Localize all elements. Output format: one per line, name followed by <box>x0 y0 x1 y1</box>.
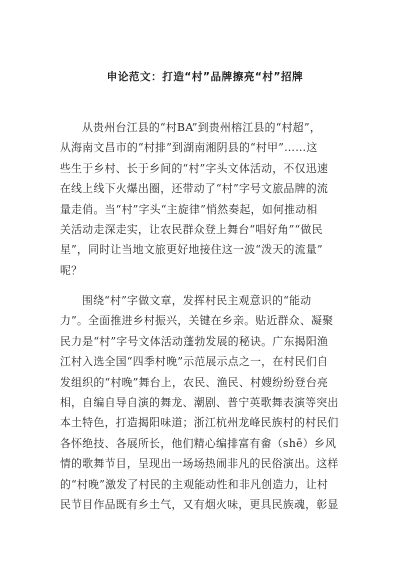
paragraph-line: 围绕“村”字做文章，发挥村民主观意识的“能动 <box>82 294 312 307</box>
paragraph-line: 民力是“村”字号文体活动蓬勃发展的秘诀。广东揭阳渔 <box>60 334 329 348</box>
paragraph-line: 关活动走深走实，让农民群众登上舞台“唱好角”“做民 <box>60 222 323 236</box>
paragraph-line: 情的歌舞节目，呈现出一场场热闹非凡的民俗演出。这样 <box>60 457 339 471</box>
paragraph-line: 各怀绝技、各展所长，他们精心编排富有畲（shē）乡风 <box>60 436 337 450</box>
paragraph-line: 量走俏。当“村”字头“主旋律”悄然奏起，如何推动相 <box>60 202 318 216</box>
paragraph-line: 相，自编自导自演的舞龙、潮剧、普宁英歌舞表演等突出 <box>60 395 339 409</box>
paragraph-line: 呢？ <box>60 263 83 277</box>
paragraph-line: 些生于乡村、长于乡间的“村”字头文体活动，不仅迅速 <box>60 161 329 175</box>
paragraph-1 <box>60 118 360 281</box>
paragraph-line: 力”。全面推进乡村振兴，关键在乡亲。贴近群众、凝聚 <box>60 314 334 328</box>
paragraph-line: 本土特色，打造揭阳味道；浙江杭州龙峰民族村的村民们 <box>60 416 339 430</box>
paragraph-line: 在线上线下火爆出圈，还带动了“村”字号文旅品牌的流 <box>60 182 329 196</box>
paragraph-line: 星”，同时让当地文旅更好地接住这一波“泼天的流量” <box>60 243 323 257</box>
paragraph-line: 民节目作品既有乡土气，又有烟火味，更具民族魂，彰显 <box>60 497 339 511</box>
paragraph-line: 从海南文昌市的“村排”到湖南湘阴县的“村甲”……这 <box>60 141 318 155</box>
paragraph-line: 江村入选全国“四季村晚”示范展示点之一，在村民们自 <box>60 355 329 369</box>
paragraph-line: 的“村晚”激发了村民的主观能动性和非凡创造力，让村 <box>60 477 329 491</box>
paragraph-2 <box>60 291 360 515</box>
paragraph-line: 发组织的“村晚”舞台上，农民、渔民、村嫂纷纷登台亮 <box>60 375 329 389</box>
paragraph-line: 从贵州台江县的“村BA”到贵州榕江县的“村超”， <box>82 121 321 134</box>
article-title: 申论范文：打造“村”品牌擦亮“村”招牌 <box>106 71 304 83</box>
